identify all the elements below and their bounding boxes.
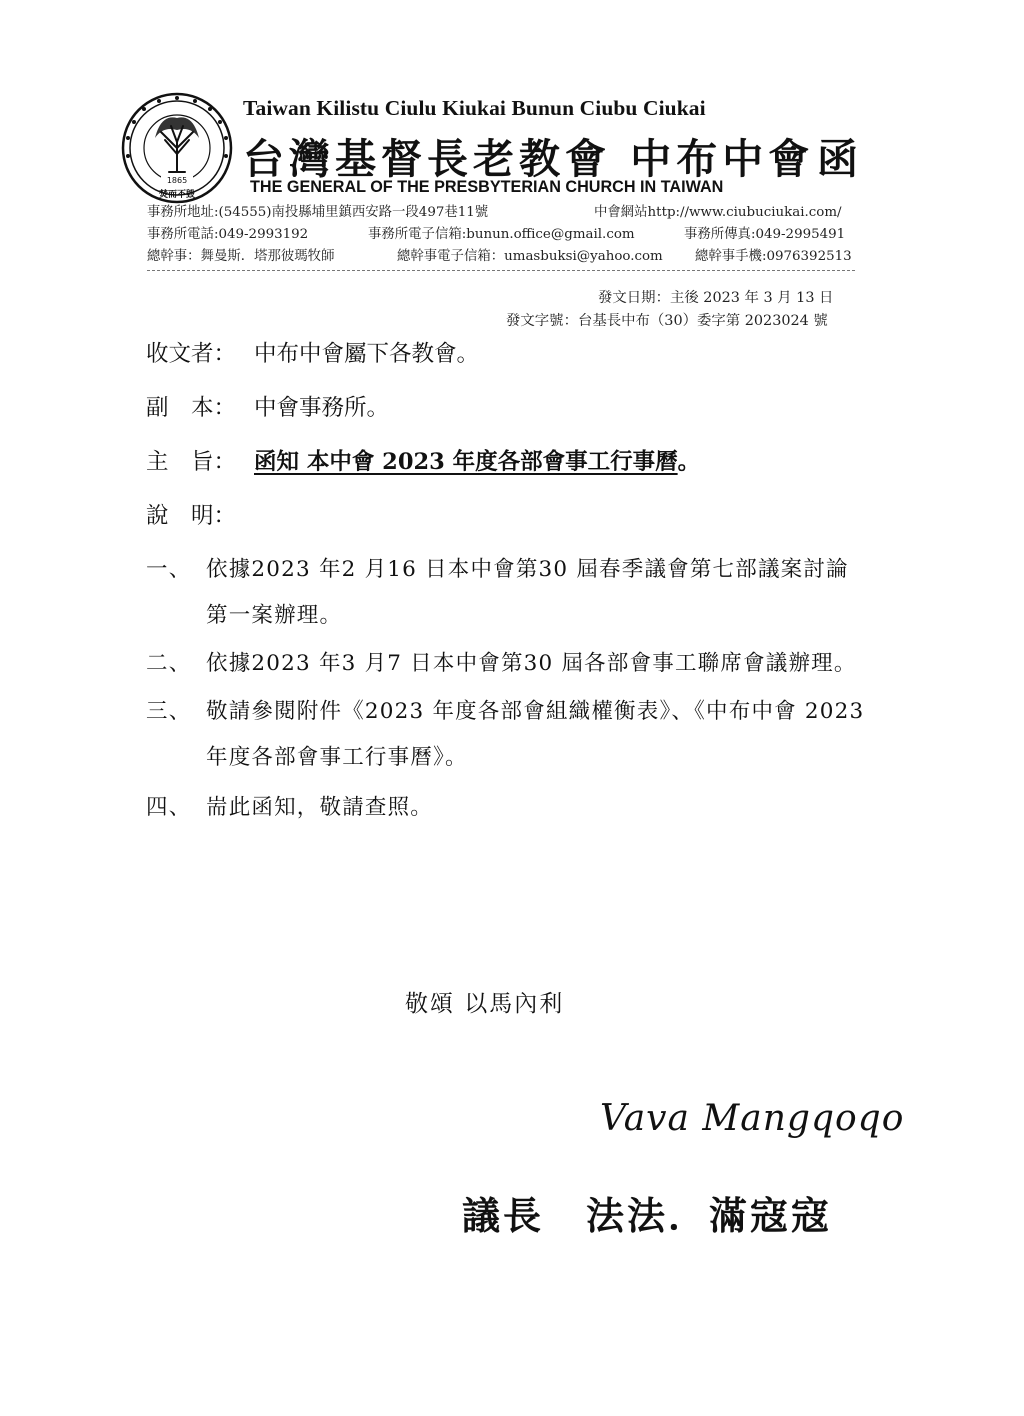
explanation-item-3-continued: 年度各部會事工行事曆》。 [206, 745, 468, 770]
signer-block [462, 1185, 832, 1240]
letterhead-divider [147, 270, 855, 271]
letterhead-title-chinese [243, 126, 863, 185]
letter-type-label: 函 [817, 135, 863, 183]
info-secretary-mobile: 總幹事手機:0976392513 [695, 249, 852, 264]
subject-row [146, 444, 700, 476]
church-seal-logo [121, 92, 233, 204]
recipient-label: 收文者： [146, 341, 237, 367]
signer-title: 議長 [462, 1193, 545, 1238]
reference-number: 發文字號：台基長中布（30）委字第 2023024 號 [506, 313, 828, 329]
item-number: 一、 [146, 557, 192, 582]
letterhead-title-bunun: Taiwan Kilistu Ciulu Kiukai Bunun Ciubu Ciukai [243, 96, 706, 120]
item-text: 敬請參閱附件《2023 年度各部會組織權衡表》、《中布中會 2023 [206, 699, 865, 724]
seal-year: 1865 [166, 176, 188, 185]
recipient-value: 中布中會屬下各教會。 [254, 341, 480, 367]
letterhead-title-chinese-text: 台灣基督長老教會 中布中會 [243, 135, 815, 183]
letterhead-title-english: THE GENERAL OF THE PRESBYTERIAN CHURCH IN TAIWAN [250, 178, 724, 196]
subject-value: 函知 本中會 2023 年度各部會事工行事曆 [254, 449, 678, 475]
explanation-item-2 [146, 646, 857, 677]
closing-greeting: 敬頌 以馬內利 [405, 991, 565, 1017]
info-address: 事務所地址:(54555)南投縣埔里鎮西安路一段497巷11號 [147, 205, 489, 220]
explanation-item-4 [146, 790, 433, 821]
explanation-item-1-continued: 第一案辦理。 [206, 603, 343, 628]
explanation-item-3 [146, 694, 864, 725]
info-secretary-email: 總幹事電子信箱：umasbuksi@yahoo.com [397, 249, 663, 264]
item-number: 二、 [146, 651, 192, 676]
cc-label: 副 本： [146, 395, 237, 421]
seal-motto: 焚而不毀 [158, 190, 196, 200]
signer-name: 法法．滿寇寇 [586, 1193, 833, 1238]
item-number: 四、 [146, 795, 192, 820]
info-general-secretary: 總幹事：舞曼斯．塔那彼瑪牧師 [147, 249, 335, 264]
handwritten-signature: Vava Mangqoqo [600, 1098, 905, 1139]
subject-end: 。 [677, 449, 701, 475]
item-text: 依據2023 年2 月16 日本中會第30 屆春季議會第七部議案討論 [206, 557, 849, 582]
recipient-row [146, 336, 479, 368]
info-phone: 事務所電話:049-2993192 [147, 227, 309, 242]
subject-label: 主 旨： [146, 449, 237, 475]
info-website: 中會網站http://www.ciubuciukai.com/ [594, 205, 842, 220]
item-text: 依據2023 年3 月7 日本中會第30 屆各部會事工聯席會議辦理。 [206, 651, 857, 676]
explanation-label: 說 明： [146, 503, 237, 529]
info-fax: 事務所傳真:049-2995491 [684, 227, 846, 242]
explanation-item-1 [146, 552, 849, 583]
issue-date: 發文日期：主後 2023 年 3 月 13 日 [598, 290, 834, 306]
cc-value: 中會事務所。 [254, 395, 390, 421]
item-number: 三、 [146, 699, 192, 724]
item-text: 耑此函知，敬請查照。 [206, 795, 434, 820]
info-office-email: 事務所電子信箱:bunun.office@gmail.com [368, 227, 635, 242]
cc-row [146, 390, 389, 422]
